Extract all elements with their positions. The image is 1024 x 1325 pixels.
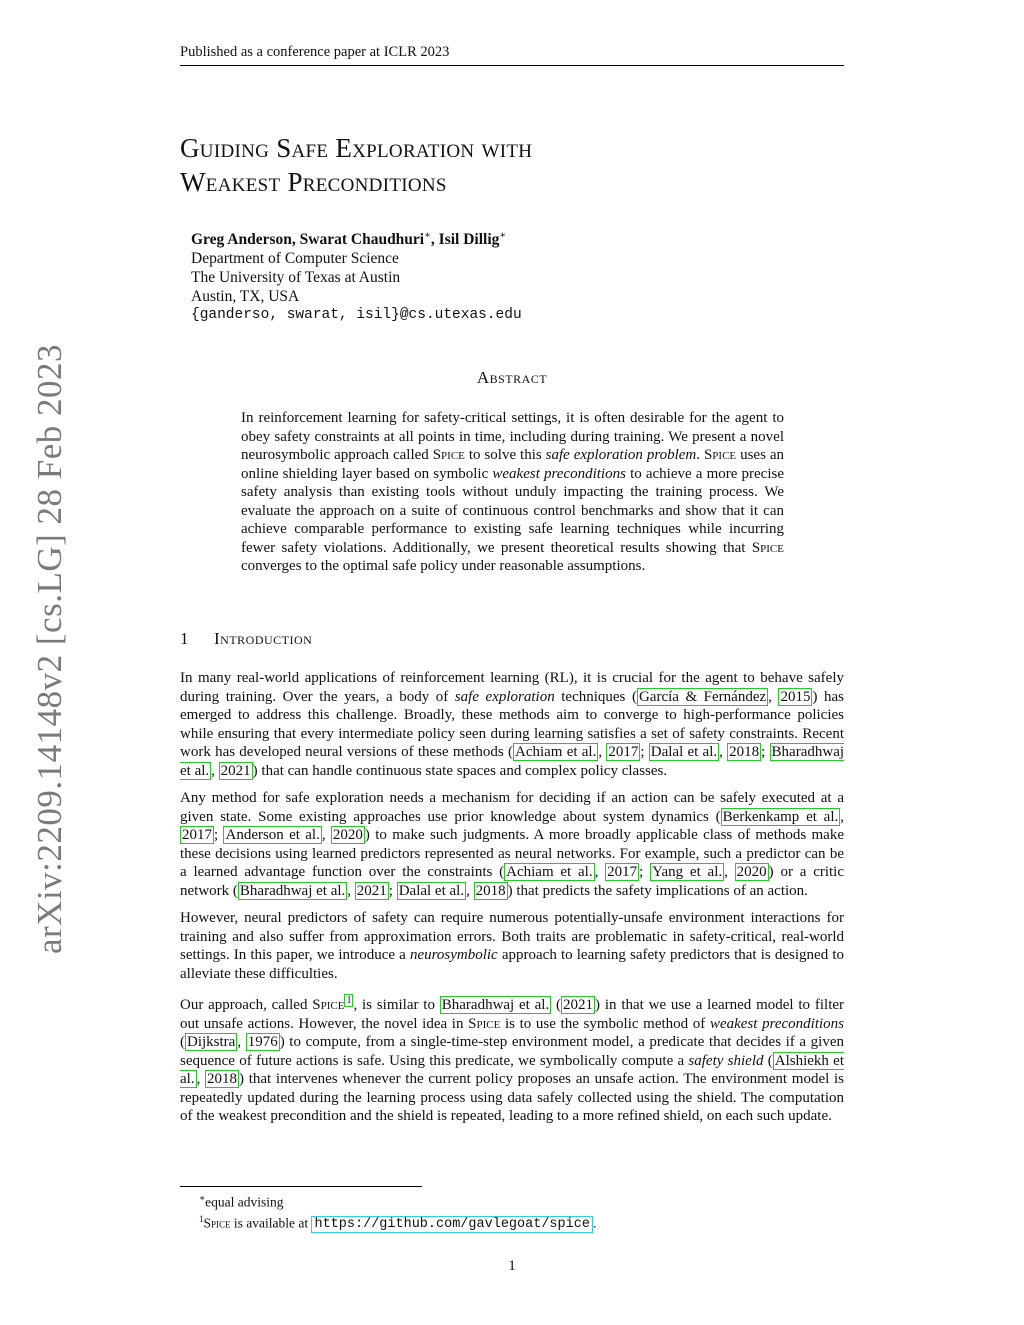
footnote-1: ∗equal advising [199, 1193, 284, 1210]
running-header: Published as a conference paper at ICLR 2023 [180, 44, 844, 66]
title-line-1: Guiding Safe Exploration with [180, 133, 533, 163]
citation-link[interactable]: Dalal et al. [398, 882, 465, 899]
citation-link[interactable]: 2020 [736, 864, 767, 880]
footnote-ref-link[interactable]: 1 [346, 995, 352, 1006]
citation-link[interactable]: Bharadhwaj et al. [441, 997, 550, 1013]
citation-link[interactable]: Alshiekh et al. [180, 1052, 844, 1087]
citation-link[interactable]: García & Fernández [638, 688, 767, 705]
author-department: Department of Computer Science [191, 250, 399, 268]
citation-link[interactable]: 2017 [607, 864, 638, 880]
citation-link[interactable]: 2021 [220, 762, 251, 779]
footnote-2: $^1$Spice is available at https://github.com/gavlegoat/spice . [199, 1213, 597, 1232]
abstract-text: In reinforcement learning for safety-critical settings, it is often desirable for the agent to obey safety constraints at all points in time, including during training. We present a novel neurosymbolic approach called Spice to solve this safe exploration problem. Spice uses an online shielding layer based on symbolic weakest preconditions to achieve a more precise safety analysis than existing tools without unduly impacting the training process. We evaluate the approach on a suite of continuous control benchmarks and show that it can achieve comparable performance to existing safe learning techniques while incurring fewer safety violations. Additionally, we present theoretical results showing that Spice converges to the optimal safe policy under reasonable assumptions. [241, 410, 784, 574]
citation-link[interactable]: 1976 [247, 1034, 278, 1050]
introduction-body [180, 669, 844, 1135]
citation-link[interactable]: Dalal et al. [650, 744, 718, 760]
citation-link[interactable]: Yang et al. [652, 864, 723, 880]
repo-url-link[interactable]: https://github.com/gavlegoat/spice [311, 1216, 592, 1233]
abstract-heading: Abstract [476, 368, 548, 387]
citation-link[interactable]: Achiam et al. [506, 864, 593, 880]
paragraph: In many real-world applications of reinforcement learning (RL), it is crucial for the agent to behave safely during training. Over the years, a body of safe exploration techniques ( García & Fernández , 2015 ) has emerged to address this challenge. Broadly, these methods aim to converge to high-performance policies while ensuring that every intermediate policy seen during learning satisfies a set of safety constraints. Recent work has developed neural versions of these methods ( Achiam et al. , 2017 ; Dalal et al. , 2018 ; Bharadhwaj et al. , 2021 ) that can handle continuous state spaces and complex policy classes. [180, 670, 845, 779]
citation-link[interactable]: 2021 [563, 997, 594, 1013]
citation-link[interactable]: 2017 [182, 827, 212, 843]
section-heading-introduction: 1 Introduction [180, 629, 313, 648]
citation-link[interactable]: 2018 [729, 744, 760, 760]
citation-link[interactable]: Berkenkamp et al. [722, 808, 839, 825]
title-line-2: Weakest Preconditions [180, 167, 447, 197]
author-email: {ganderso, swarat, isil}@cs.utexas.edu [191, 307, 522, 324]
author-university: The University of Texas at Austin [191, 269, 401, 287]
paragraph: Our approach, called Spice $^1$ , is similar to Bharadhwaj et al. ( 2021 ) in that we use a learned model to filter out unsafe actions. However, the novel idea in Spice is to use the symbolic method of weakest preconditions ( Dijkstra , 1976 ) to compute, from a single-time-step environment model, a predicate that decides if a given sequence of future actions is safe. Using this predicate, we symbolically compute a safety shield ( Alshiekh et al. , 2018 ) that intervenes whenever the current policy proposes an unsafe action. The environment model is repeatedly updated during the learning process using data safely collected using the shield. The computation of the weakest precondition and the shield is repeated, leading to a more refined shield, on each such update. [180, 995, 845, 1124]
footnote-rule [180, 1186, 422, 1187]
paper-title [180, 131, 844, 199]
arxiv-stamp: arXiv:2209.14148v2 [cs.LG] 28 Feb 2023 [30, 343, 69, 955]
citation-link[interactable]: 2015 [780, 688, 811, 705]
author-names: Greg Anderson, Swarat Chaudhuri∗, Isil Dillig∗ [191, 230, 507, 249]
citation-link[interactable]: 2020 [332, 827, 363, 843]
citation-link[interactable]: 2021 [356, 882, 387, 899]
citation-link[interactable]: 2017 [608, 744, 639, 760]
author-location: Austin, TX, USA [191, 288, 300, 306]
footnotes [180, 1186, 844, 1233]
author-block [191, 226, 522, 325]
paragraph: Any method for safe exploration needs a mechanism for deciding if an action can be safely executed at a given state. Some existing approaches use prior knowledge about system dynamics ( Berkenkamp et al. , 2017 ; Anderson et al. , 2020 ) to make such judgments. A more broadly applicable class of methods make these decisions using learned predictors represented as neural networks. For example, such a predictor can be a learned advantage function over the constraints ( Achiam et al. , 2017 ; Yang et al. , 2020 ) or a critic network ( Bharadhwaj et al. , 2021 ; Dalal et al. , 2018 ) that predicts the safety implications of an action. [180, 790, 845, 899]
citation-link[interactable]: Anderson et al. [225, 827, 320, 843]
citation-link[interactable]: 2018 [207, 1071, 238, 1087]
citation-link[interactable]: Bharadhwaj et al. [180, 744, 845, 779]
citation-link[interactable]: Dijkstra [187, 1034, 236, 1050]
page-number: 1 [508, 1258, 516, 1274]
citation-link[interactable]: 2018 [475, 882, 506, 899]
citation-link[interactable]: Achiam et al. [514, 744, 597, 760]
paragraph: However, neural predictors of safety can require numerous potentially-unsafe environment interactions for training and also suffer from approximation errors. Both traits are problematic in safety-critical, real-world settings. In this paper, we introduce a neurosymbolic approach to learning safety predictors that is designed to alleviate these difficulties. [180, 910, 844, 982]
citation-link[interactable]: Bharadhwaj et al. [239, 882, 346, 899]
